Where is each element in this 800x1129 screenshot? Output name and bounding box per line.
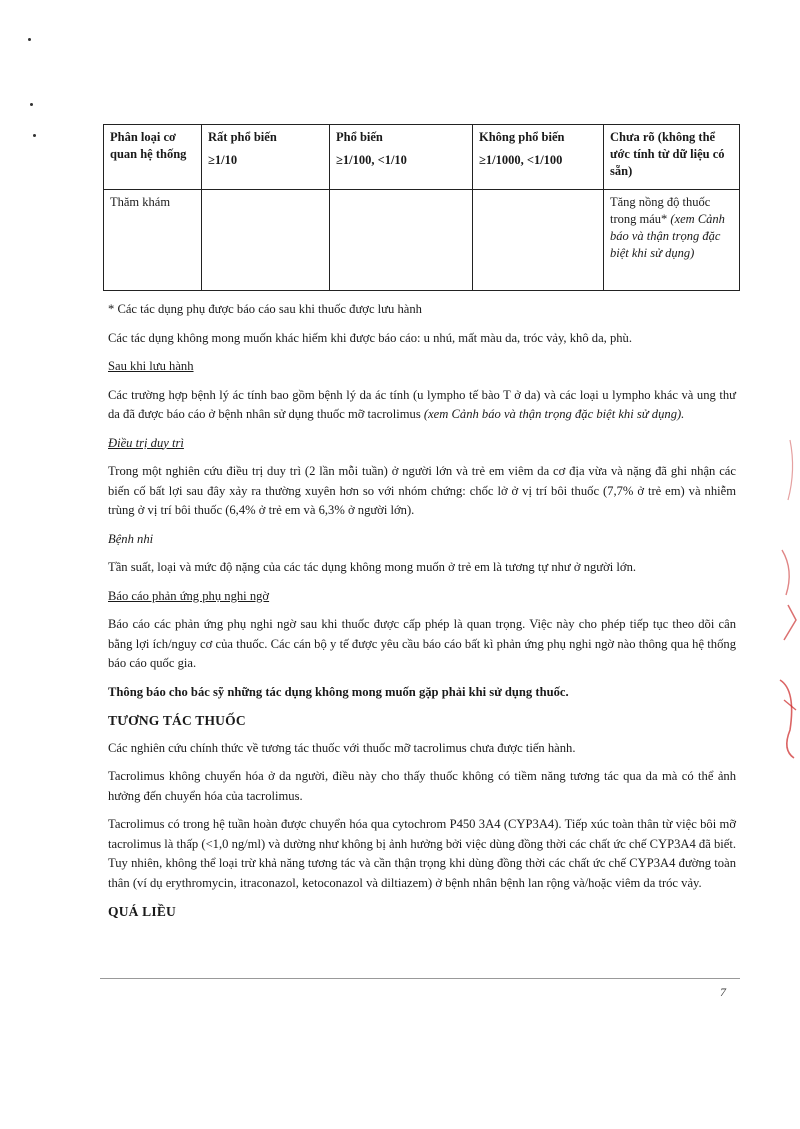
red-stamp-mark bbox=[760, 430, 800, 760]
document-body bbox=[108, 300, 736, 930]
scan-dot bbox=[33, 134, 36, 137]
post-market-paragraph: Các trường hợp bệnh lý ác tính bao gồm bệnh lý da ác tính (u lympho tế bào T ở da) và các loại u lympho khác và ung thư da đã được báo cáo ở bệnh nhân sử dụng thuốc mỡ tacrolimus (xem Cảnh báo và thận trọng đặc biệt khi sử dụng). bbox=[108, 387, 736, 421]
interaction-section-title: TƯƠNG TÁC THUỐC bbox=[108, 713, 246, 728]
adverse-effects-table bbox=[103, 124, 740, 291]
cell-common bbox=[330, 190, 473, 291]
header-uncommon: Không phổ biến ≥1/1000, <1/100 bbox=[473, 125, 604, 190]
header-organ-class: Phân loại cơ quan hệ thống bbox=[104, 125, 202, 190]
post-market-heading: Sau khi lưu hành bbox=[108, 359, 194, 373]
pediatric-heading: Bệnh nhi bbox=[108, 531, 154, 546]
cell-unknown: Tăng nồng độ thuốc trong máu* (xem Cảnh báo và thận trọng đặc biệt khi sử dụng) bbox=[604, 190, 740, 291]
report-paragraph: Báo cáo các phản ứng phụ nghi ngờ sau khi thuốc được cấp phép là quan trọng. Việc này cho phép tiếp tục theo dõi cân bằng lợi ích/nguy cơ của thuốc. Các cán bộ y tế được yêu cầu báo cáo bất kì phản ứng phụ nghi ngờ nào thông qua hệ thống báo cáo quốc gia. bbox=[108, 617, 736, 670]
header-very-common: Rất phổ biến ≥1/10 bbox=[202, 125, 330, 190]
cell-organ: Thăm khám bbox=[104, 190, 202, 291]
interaction-paragraph-2: Tacrolimus không chuyển hóa ở da người, điều này cho thấy thuốc không có tiềm năng tương tác qua da mà có thể ảnh hưởng đến chuyển hóa của tacrolimus. bbox=[108, 769, 736, 803]
rare-effects-paragraph: Các tác dụng không mong muốn khác hiếm khi được báo cáo: u nhú, mất màu da, tróc vảy, khô da, phù. bbox=[108, 330, 632, 345]
header-unknown: Chưa rõ (không thể ước tính từ dữ liệu có sẵn) bbox=[604, 125, 740, 190]
notify-doctor-notice: Thông báo cho bác sỹ những tác dụng không mong muốn gặp phải khi sử dụng thuốc. bbox=[108, 684, 569, 699]
interaction-paragraph-1: Các nghiên cứu chính thức về tương tác thuốc với thuốc mỡ tacrolimus chưa được tiến hành. bbox=[108, 740, 576, 755]
scan-dot bbox=[28, 38, 31, 41]
footnote: * Các tác dụng phụ được báo cáo sau khi thuốc được lưu hành bbox=[108, 302, 422, 316]
page-number: 7 bbox=[720, 985, 726, 999]
pediatric-paragraph: Tần suất, loại và mức độ nặng của các tác dụng không mong muốn ở trẻ em là tương tự như ở người lớn. bbox=[108, 560, 637, 574]
report-heading: Báo cáo phản ứng phụ nghi ngờ bbox=[108, 588, 270, 603]
table-row bbox=[104, 190, 740, 291]
table-header-row bbox=[104, 125, 740, 190]
cell-uncommon bbox=[473, 190, 604, 291]
maintenance-heading: Điều trị duy trì bbox=[108, 435, 184, 450]
cell-very-common bbox=[202, 190, 330, 291]
maintenance-paragraph: Trong một nghiên cứu điều trị duy trì (2 lần mỗi tuần) ở người lớn và trẻ em viêm da cơ địa vừa và nặng đã ghi nhận các biến cố bất lợi sau đây xảy ra thường xuyên hơn so với nhóm chứng: chốc lở ở vị trí bôi thuốc (7,7% ở trẻ em) và nhiễm trùng ở vị trí bôi thuốc (6,4% ở trẻ em và 6,3% ở người lớn). bbox=[108, 464, 736, 517]
header-common: Phổ biến ≥1/100, <1/10 bbox=[330, 125, 473, 190]
scan-dot bbox=[30, 103, 33, 106]
overdose-section-title: QUÁ LIỀU bbox=[108, 904, 176, 919]
footer-divider bbox=[100, 978, 740, 979]
interaction-paragraph-3: Tacrolimus có trong hệ tuần hoàn được chuyển hóa qua cytochrom P450 3A4 (CYP3A4). Tiếp xúc toàn thân từ việc bôi mỡ tacrolimus là thấp (<1,0 ng/ml) và dường như không bị ảnh hưởng bởi việc dùng đồng thời các chất ức chế CYP3A4 đã biết. Tuy nhiên, không thể loại trừ khả năng tương tác và cần thận trọng khi dùng đồng thời các chất ức chế CYP3A4 đường toàn thân (ví dụ erythromycin, itraconazol, ketoconazol và diltiazem) ở bệnh nhân bệnh lan rộng và/hoặc viêm da tróc vảy. bbox=[108, 817, 736, 890]
